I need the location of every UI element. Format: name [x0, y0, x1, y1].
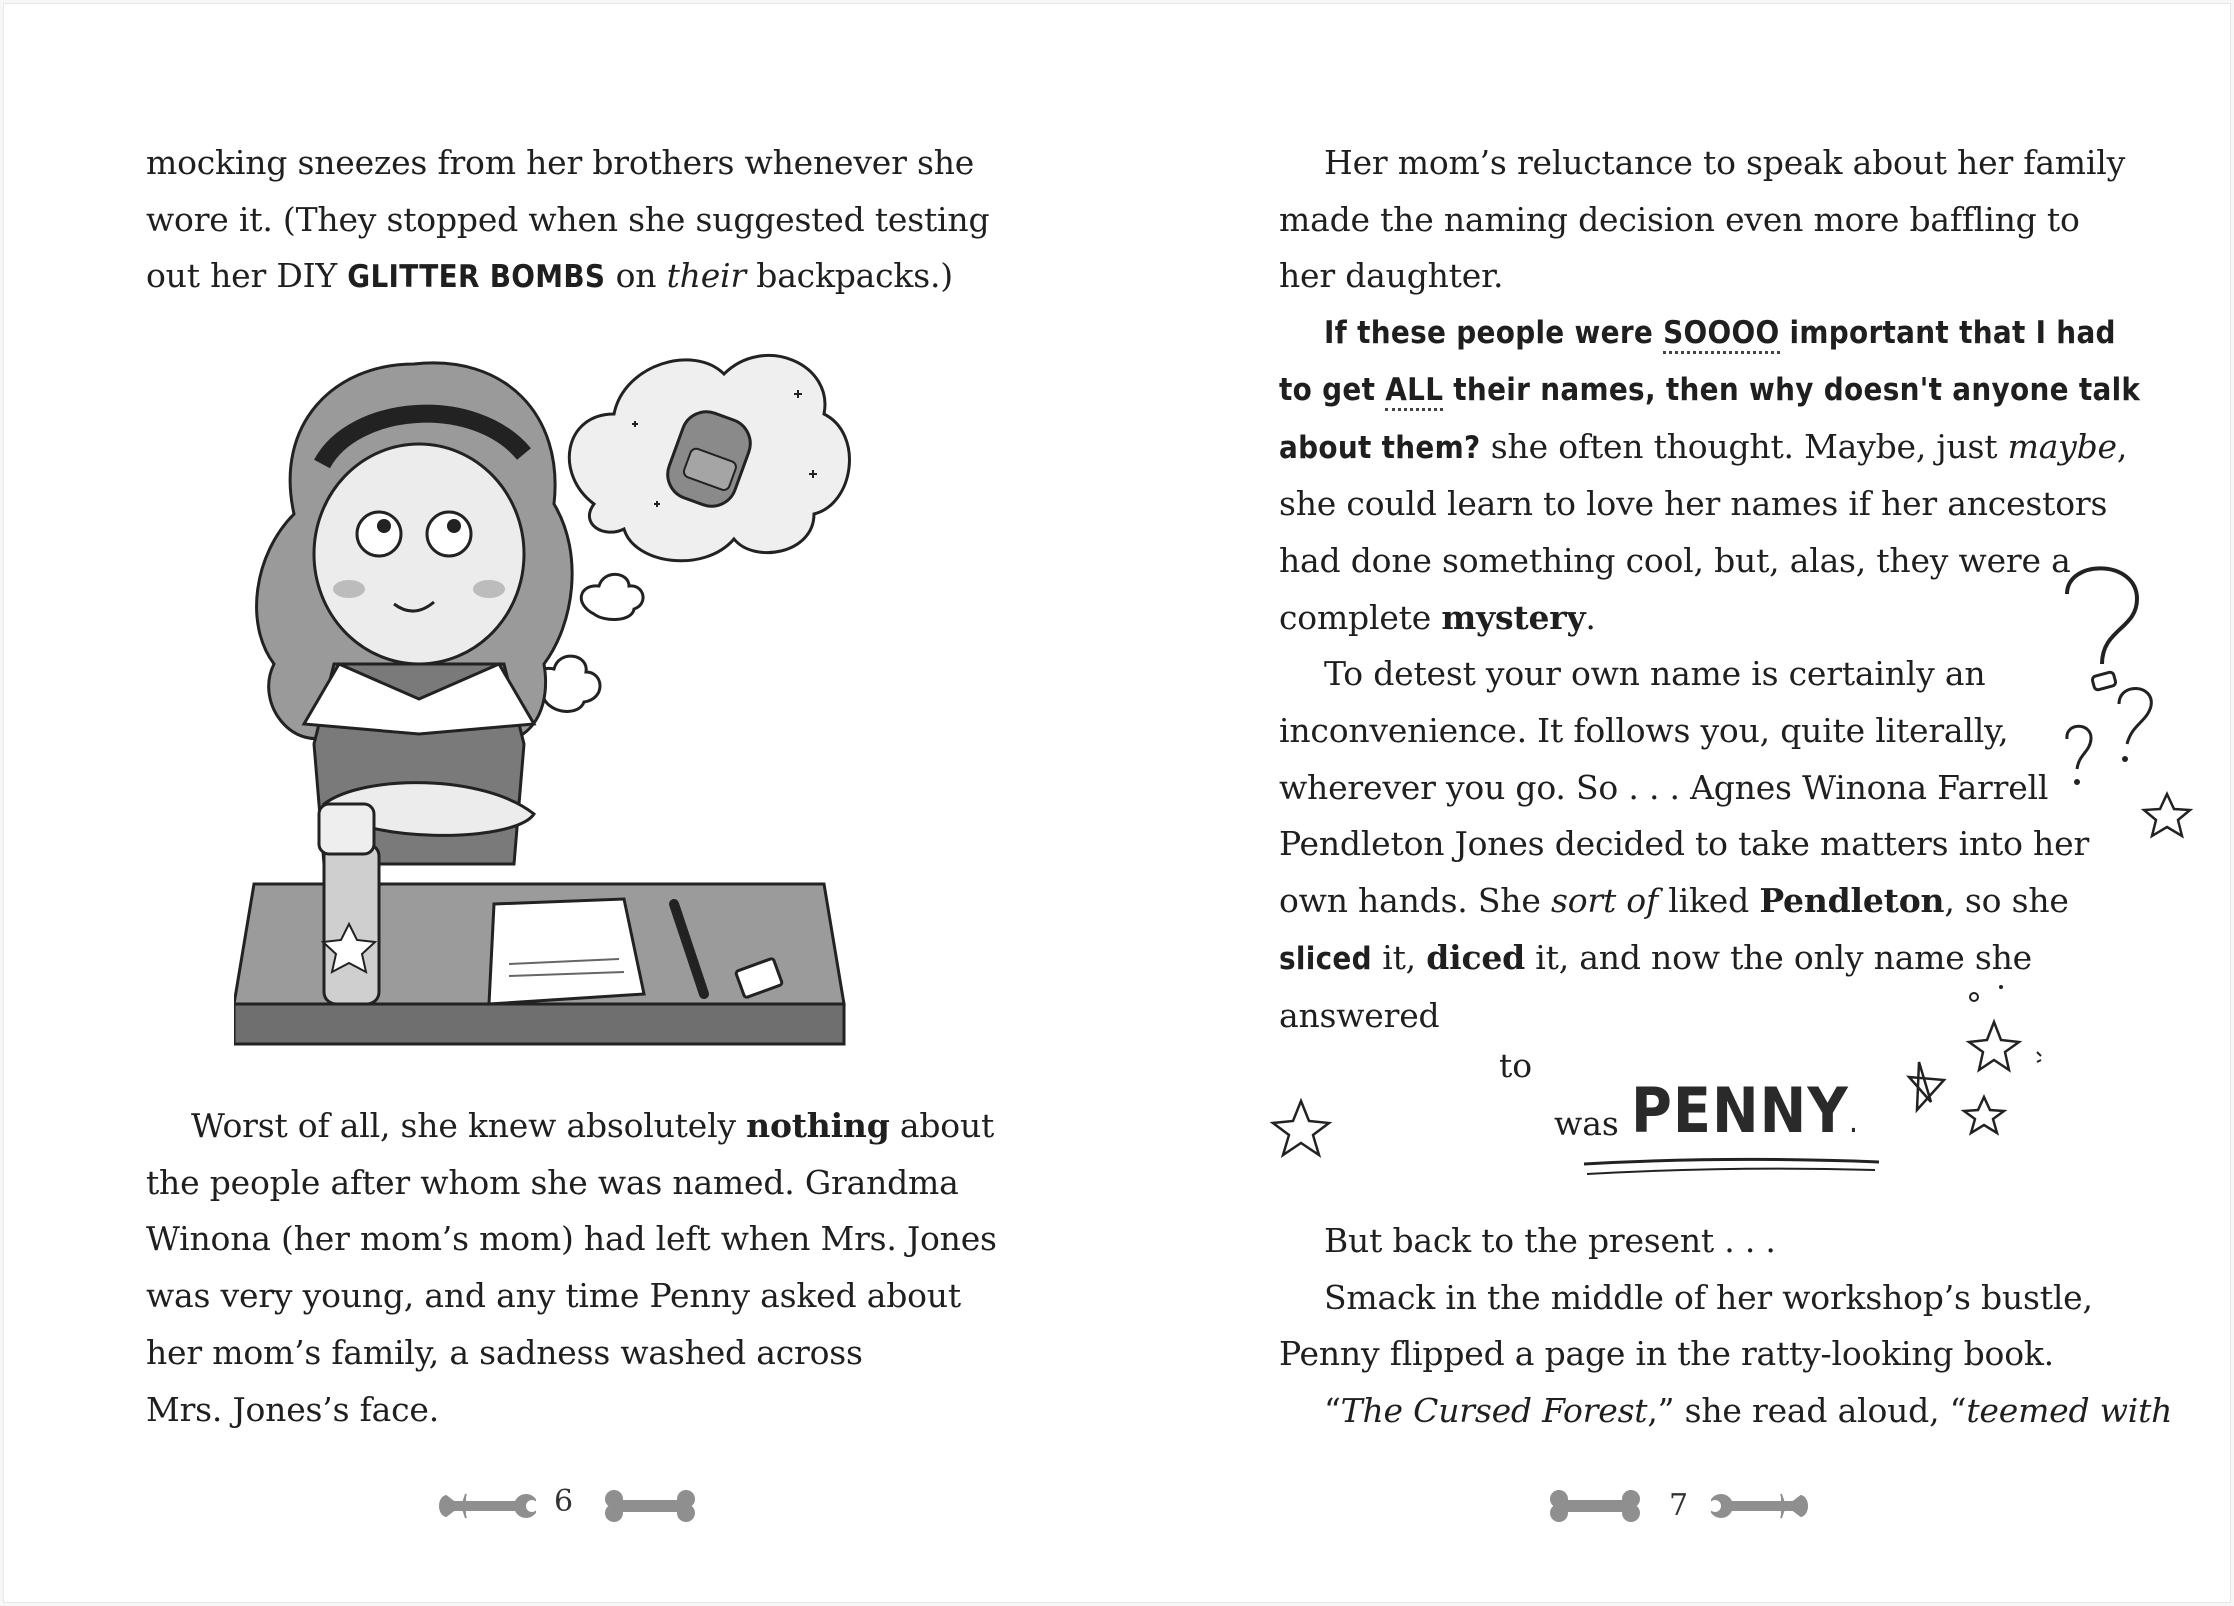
page-number: 6	[554, 1484, 574, 1519]
text-line: her daughter.	[1279, 256, 1504, 296]
right-paragraph-block	[1279, 135, 2140, 1044]
right-page	[1117, 4, 2230, 1602]
left-paragraph-1	[146, 135, 989, 306]
girl-at-desk-illustration	[234, 304, 854, 1064]
text-line: sliced it, diced it, and now the only name she	[1279, 937, 2032, 977]
text-line: Worst of all, she knew absolutely nothing about	[191, 1106, 995, 1145]
text-line: Smack in the middle of her workshop’s bustle,	[1324, 1277, 2093, 1317]
bone-icon	[1547, 1488, 1643, 1524]
mystery-text: mystery	[1441, 597, 1586, 637]
text-line: But back to the present . . .	[1324, 1221, 1776, 1260]
text-line: wore it. (They stopped when she suggested testing	[146, 199, 990, 239]
text-line: wherever you go. So . . . Agnes Winona Farrell	[1279, 767, 2049, 807]
text-line: Penny flipped a page in the ratty-looking book.	[1279, 1334, 2054, 1374]
text-line: “The Cursed Forest,” she read aloud, “teemed with	[1324, 1391, 2173, 1431]
text-line: mocking sneezes from her brothers whenever she	[146, 143, 975, 182]
sliced-text: sliced	[1279, 940, 1372, 977]
text-line: out her DIY GLITTER BOMBS on their backpacks.)	[146, 256, 953, 296]
text-line: had done something cool, but, alas, they were a	[1279, 540, 2071, 580]
nothing-text: nothing	[746, 1106, 890, 1145]
diced-text: diced	[1426, 937, 1526, 977]
text-line: If these people were SOOOO important that I had	[1279, 305, 2140, 362]
text-line: Winona (her mom’s mom) had left when Mrs. Jones	[146, 1219, 997, 1259]
thought-bubble-backpack-icon	[533, 355, 849, 711]
star-doodle-icon	[1269, 1097, 1333, 1161]
pendleton-text: Pendleton	[1759, 881, 1945, 921]
wrench-icon	[436, 1488, 536, 1524]
sooo-text: SOOOO	[1663, 315, 1779, 354]
text-line: Her mom’s reluctance to speak about her family	[1324, 143, 2126, 182]
text-line: Pendleton Jones decided to take matters into her	[1279, 824, 2090, 864]
page-number: 7	[1669, 1488, 1689, 1523]
penny-title: PENNY.	[1631, 1074, 1860, 1147]
text-line: the people after whom she was named. Grandma	[146, 1162, 959, 1202]
underline-doodle	[1579, 1154, 1889, 1178]
penny-name-reveal	[1279, 1042, 2039, 1192]
text-line: made the naming decision even more baffling to	[1279, 199, 2080, 239]
right-paragraph-end	[1279, 1213, 2172, 1440]
text-line: her mom’s family, a sadness washed across	[146, 1332, 863, 1372]
text-line: complete mystery.	[1279, 597, 1596, 637]
book-spread	[3, 3, 2231, 1603]
text-line: inconvenience. It follows you, quite literally,	[1279, 711, 2009, 751]
word-was: was	[1554, 1104, 1619, 1143]
text-line: To detest your own name is certainly an	[1324, 654, 1986, 694]
text-line: to get ALL their names, then why doesn't anyone talk	[1279, 362, 2140, 419]
wrench-icon	[1711, 1488, 1811, 1524]
text-line: Mrs. Jones’s face.	[146, 1389, 439, 1429]
text-line: she could learn to love her names if her ancestors	[1279, 484, 2108, 524]
glitter-bombs-text: GLITTER BOMBS	[347, 259, 606, 296]
bone-icon	[602, 1488, 698, 1524]
text-line: was very young, and any time Penny asked about	[146, 1276, 961, 1316]
text-line: own hands. She sort of liked Pendleton, so she	[1279, 881, 2069, 921]
all-text: ALL	[1385, 372, 1443, 411]
text-line: about them? she often thought. Maybe, just maybe,	[1279, 426, 2128, 466]
left-paragraph-2	[146, 1098, 997, 1438]
left-page	[4, 4, 1117, 1602]
word-to: to	[1499, 1046, 1533, 1085]
question-mark-doodle-icon	[2047, 554, 2227, 874]
star-cluster-doodle-icon	[1889, 982, 2069, 1162]
text-line: answered	[1279, 995, 1440, 1035]
